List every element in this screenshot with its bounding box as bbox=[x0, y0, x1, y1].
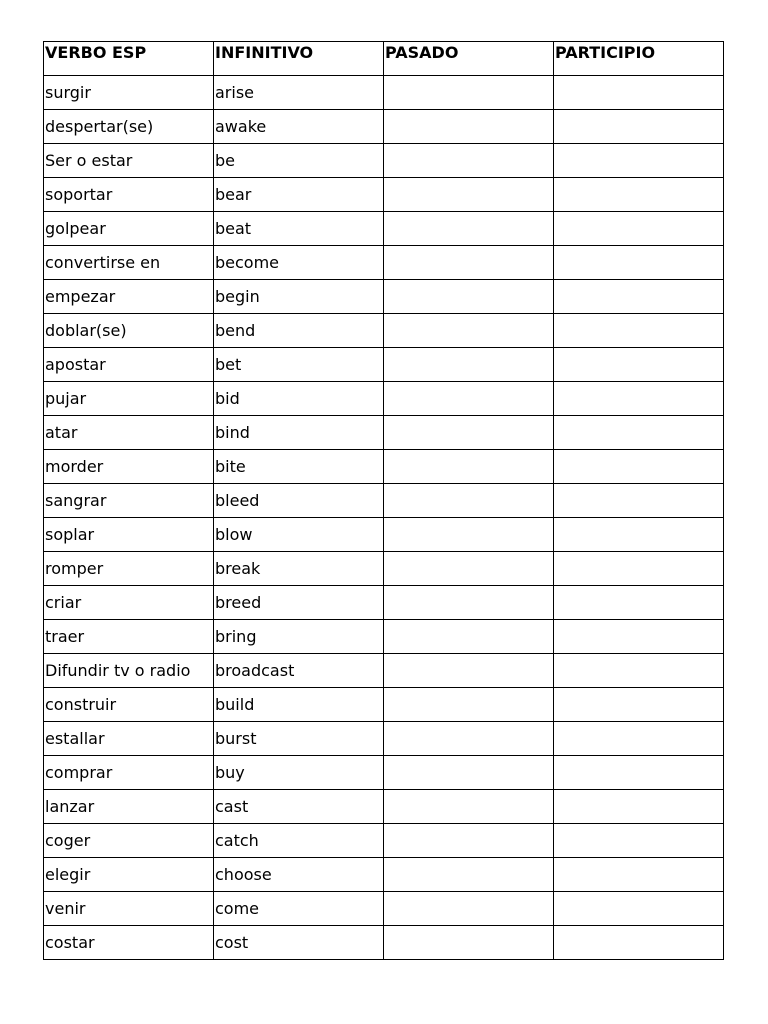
table-row bbox=[44, 76, 724, 110]
table-row bbox=[44, 518, 724, 552]
cell-verbo-esp: morder bbox=[44, 450, 214, 484]
cell-participio bbox=[554, 280, 724, 314]
cell-participio bbox=[554, 110, 724, 144]
cell-pasado bbox=[384, 824, 554, 858]
cell-verbo-esp: atar bbox=[44, 416, 214, 450]
cell-pasado bbox=[384, 756, 554, 790]
cell-infinitivo: bring bbox=[214, 620, 384, 654]
table-row bbox=[44, 858, 724, 892]
cell-participio bbox=[554, 892, 724, 926]
table-row bbox=[44, 484, 724, 518]
cell-participio bbox=[554, 620, 724, 654]
cell-pasado bbox=[384, 654, 554, 688]
cell-infinitivo: bite bbox=[214, 450, 384, 484]
cell-pasado bbox=[384, 620, 554, 654]
cell-pasado bbox=[384, 246, 554, 280]
cell-pasado bbox=[384, 212, 554, 246]
cell-participio bbox=[554, 586, 724, 620]
cell-participio bbox=[554, 76, 724, 110]
cell-infinitivo: break bbox=[214, 552, 384, 586]
table-row bbox=[44, 382, 724, 416]
cell-participio bbox=[554, 144, 724, 178]
cell-participio bbox=[554, 858, 724, 892]
cell-pasado bbox=[384, 178, 554, 212]
table-row bbox=[44, 552, 724, 586]
cell-verbo-esp: venir bbox=[44, 892, 214, 926]
cell-infinitivo: bleed bbox=[214, 484, 384, 518]
header-participio: PARTICIPIO bbox=[554, 42, 724, 76]
cell-pasado bbox=[384, 280, 554, 314]
cell-verbo-esp: golpear bbox=[44, 212, 214, 246]
table-row bbox=[44, 586, 724, 620]
table-row bbox=[44, 110, 724, 144]
cell-verbo-esp: Ser o estar bbox=[44, 144, 214, 178]
table-row bbox=[44, 892, 724, 926]
cell-participio bbox=[554, 416, 724, 450]
cell-participio bbox=[554, 484, 724, 518]
header-verbo-esp: VERBO ESP bbox=[44, 42, 214, 76]
cell-pasado bbox=[384, 518, 554, 552]
cell-participio bbox=[554, 756, 724, 790]
cell-participio bbox=[554, 246, 724, 280]
cell-verbo-esp: Difundir tv o radio bbox=[44, 654, 214, 688]
cell-participio bbox=[554, 552, 724, 586]
cell-infinitivo: become bbox=[214, 246, 384, 280]
cell-participio bbox=[554, 790, 724, 824]
cell-infinitivo: bind bbox=[214, 416, 384, 450]
cell-infinitivo: burst bbox=[214, 722, 384, 756]
cell-verbo-esp: costar bbox=[44, 926, 214, 960]
cell-infinitivo: broadcast bbox=[214, 654, 384, 688]
table-row bbox=[44, 212, 724, 246]
table-row bbox=[44, 450, 724, 484]
cell-infinitivo: choose bbox=[214, 858, 384, 892]
cell-verbo-esp: estallar bbox=[44, 722, 214, 756]
table-row bbox=[44, 620, 724, 654]
cell-verbo-esp: empezar bbox=[44, 280, 214, 314]
cell-verbo-esp: elegir bbox=[44, 858, 214, 892]
cell-participio bbox=[554, 654, 724, 688]
cell-pasado bbox=[384, 382, 554, 416]
cell-infinitivo: blow bbox=[214, 518, 384, 552]
cell-participio bbox=[554, 824, 724, 858]
cell-infinitivo: begin bbox=[214, 280, 384, 314]
cell-participio bbox=[554, 212, 724, 246]
cell-verbo-esp: sangrar bbox=[44, 484, 214, 518]
cell-participio bbox=[554, 688, 724, 722]
cell-infinitivo: beat bbox=[214, 212, 384, 246]
cell-verbo-esp: soportar bbox=[44, 178, 214, 212]
cell-infinitivo: bid bbox=[214, 382, 384, 416]
cell-verbo-esp: criar bbox=[44, 586, 214, 620]
table-row bbox=[44, 178, 724, 212]
table-row bbox=[44, 824, 724, 858]
table-row bbox=[44, 688, 724, 722]
table-row bbox=[44, 280, 724, 314]
cell-infinitivo: bear bbox=[214, 178, 384, 212]
cell-infinitivo: cast bbox=[214, 790, 384, 824]
cell-pasado bbox=[384, 790, 554, 824]
cell-verbo-esp: despertar(se) bbox=[44, 110, 214, 144]
cell-infinitivo: build bbox=[214, 688, 384, 722]
table-row bbox=[44, 756, 724, 790]
table-row bbox=[44, 654, 724, 688]
cell-pasado bbox=[384, 110, 554, 144]
cell-participio bbox=[554, 926, 724, 960]
cell-verbo-esp: soplar bbox=[44, 518, 214, 552]
cell-pasado bbox=[384, 688, 554, 722]
cell-verbo-esp: convertirse en bbox=[44, 246, 214, 280]
cell-verbo-esp: surgir bbox=[44, 76, 214, 110]
cell-verbo-esp: doblar(se) bbox=[44, 314, 214, 348]
cell-verbo-esp: lanzar bbox=[44, 790, 214, 824]
cell-verbo-esp: pujar bbox=[44, 382, 214, 416]
cell-infinitivo: awake bbox=[214, 110, 384, 144]
verb-table bbox=[43, 41, 724, 960]
cell-infinitivo: be bbox=[214, 144, 384, 178]
cell-verbo-esp: construir bbox=[44, 688, 214, 722]
cell-infinitivo: buy bbox=[214, 756, 384, 790]
table-header bbox=[44, 42, 724, 76]
cell-infinitivo: bend bbox=[214, 314, 384, 348]
cell-participio bbox=[554, 314, 724, 348]
document-page bbox=[43, 41, 724, 960]
cell-verbo-esp: romper bbox=[44, 552, 214, 586]
cell-pasado bbox=[384, 586, 554, 620]
cell-pasado bbox=[384, 450, 554, 484]
cell-participio bbox=[554, 722, 724, 756]
table-row bbox=[44, 722, 724, 756]
cell-infinitivo: catch bbox=[214, 824, 384, 858]
table-row bbox=[44, 144, 724, 178]
cell-infinitivo: arise bbox=[214, 76, 384, 110]
cell-verbo-esp: traer bbox=[44, 620, 214, 654]
cell-pasado bbox=[384, 892, 554, 926]
cell-infinitivo: breed bbox=[214, 586, 384, 620]
header-infinitivo: INFINITIVO bbox=[214, 42, 384, 76]
table-row bbox=[44, 790, 724, 824]
cell-infinitivo: cost bbox=[214, 926, 384, 960]
header-row bbox=[44, 42, 724, 76]
table-row bbox=[44, 416, 724, 450]
cell-verbo-esp: coger bbox=[44, 824, 214, 858]
cell-pasado bbox=[384, 348, 554, 382]
table-row bbox=[44, 246, 724, 280]
cell-pasado bbox=[384, 314, 554, 348]
table-row bbox=[44, 314, 724, 348]
header-pasado: PASADO bbox=[384, 42, 554, 76]
cell-pasado bbox=[384, 552, 554, 586]
cell-pasado bbox=[384, 722, 554, 756]
cell-pasado bbox=[384, 416, 554, 450]
cell-infinitivo: come bbox=[214, 892, 384, 926]
cell-participio bbox=[554, 348, 724, 382]
cell-verbo-esp: comprar bbox=[44, 756, 214, 790]
cell-pasado bbox=[384, 76, 554, 110]
cell-pasado bbox=[384, 484, 554, 518]
cell-participio bbox=[554, 450, 724, 484]
cell-pasado bbox=[384, 144, 554, 178]
cell-participio bbox=[554, 518, 724, 552]
cell-infinitivo: bet bbox=[214, 348, 384, 382]
table-row bbox=[44, 348, 724, 382]
cell-pasado bbox=[384, 926, 554, 960]
table-row bbox=[44, 926, 724, 960]
cell-pasado bbox=[384, 858, 554, 892]
cell-participio bbox=[554, 178, 724, 212]
table-body bbox=[44, 76, 724, 960]
cell-verbo-esp: apostar bbox=[44, 348, 214, 382]
cell-participio bbox=[554, 382, 724, 416]
